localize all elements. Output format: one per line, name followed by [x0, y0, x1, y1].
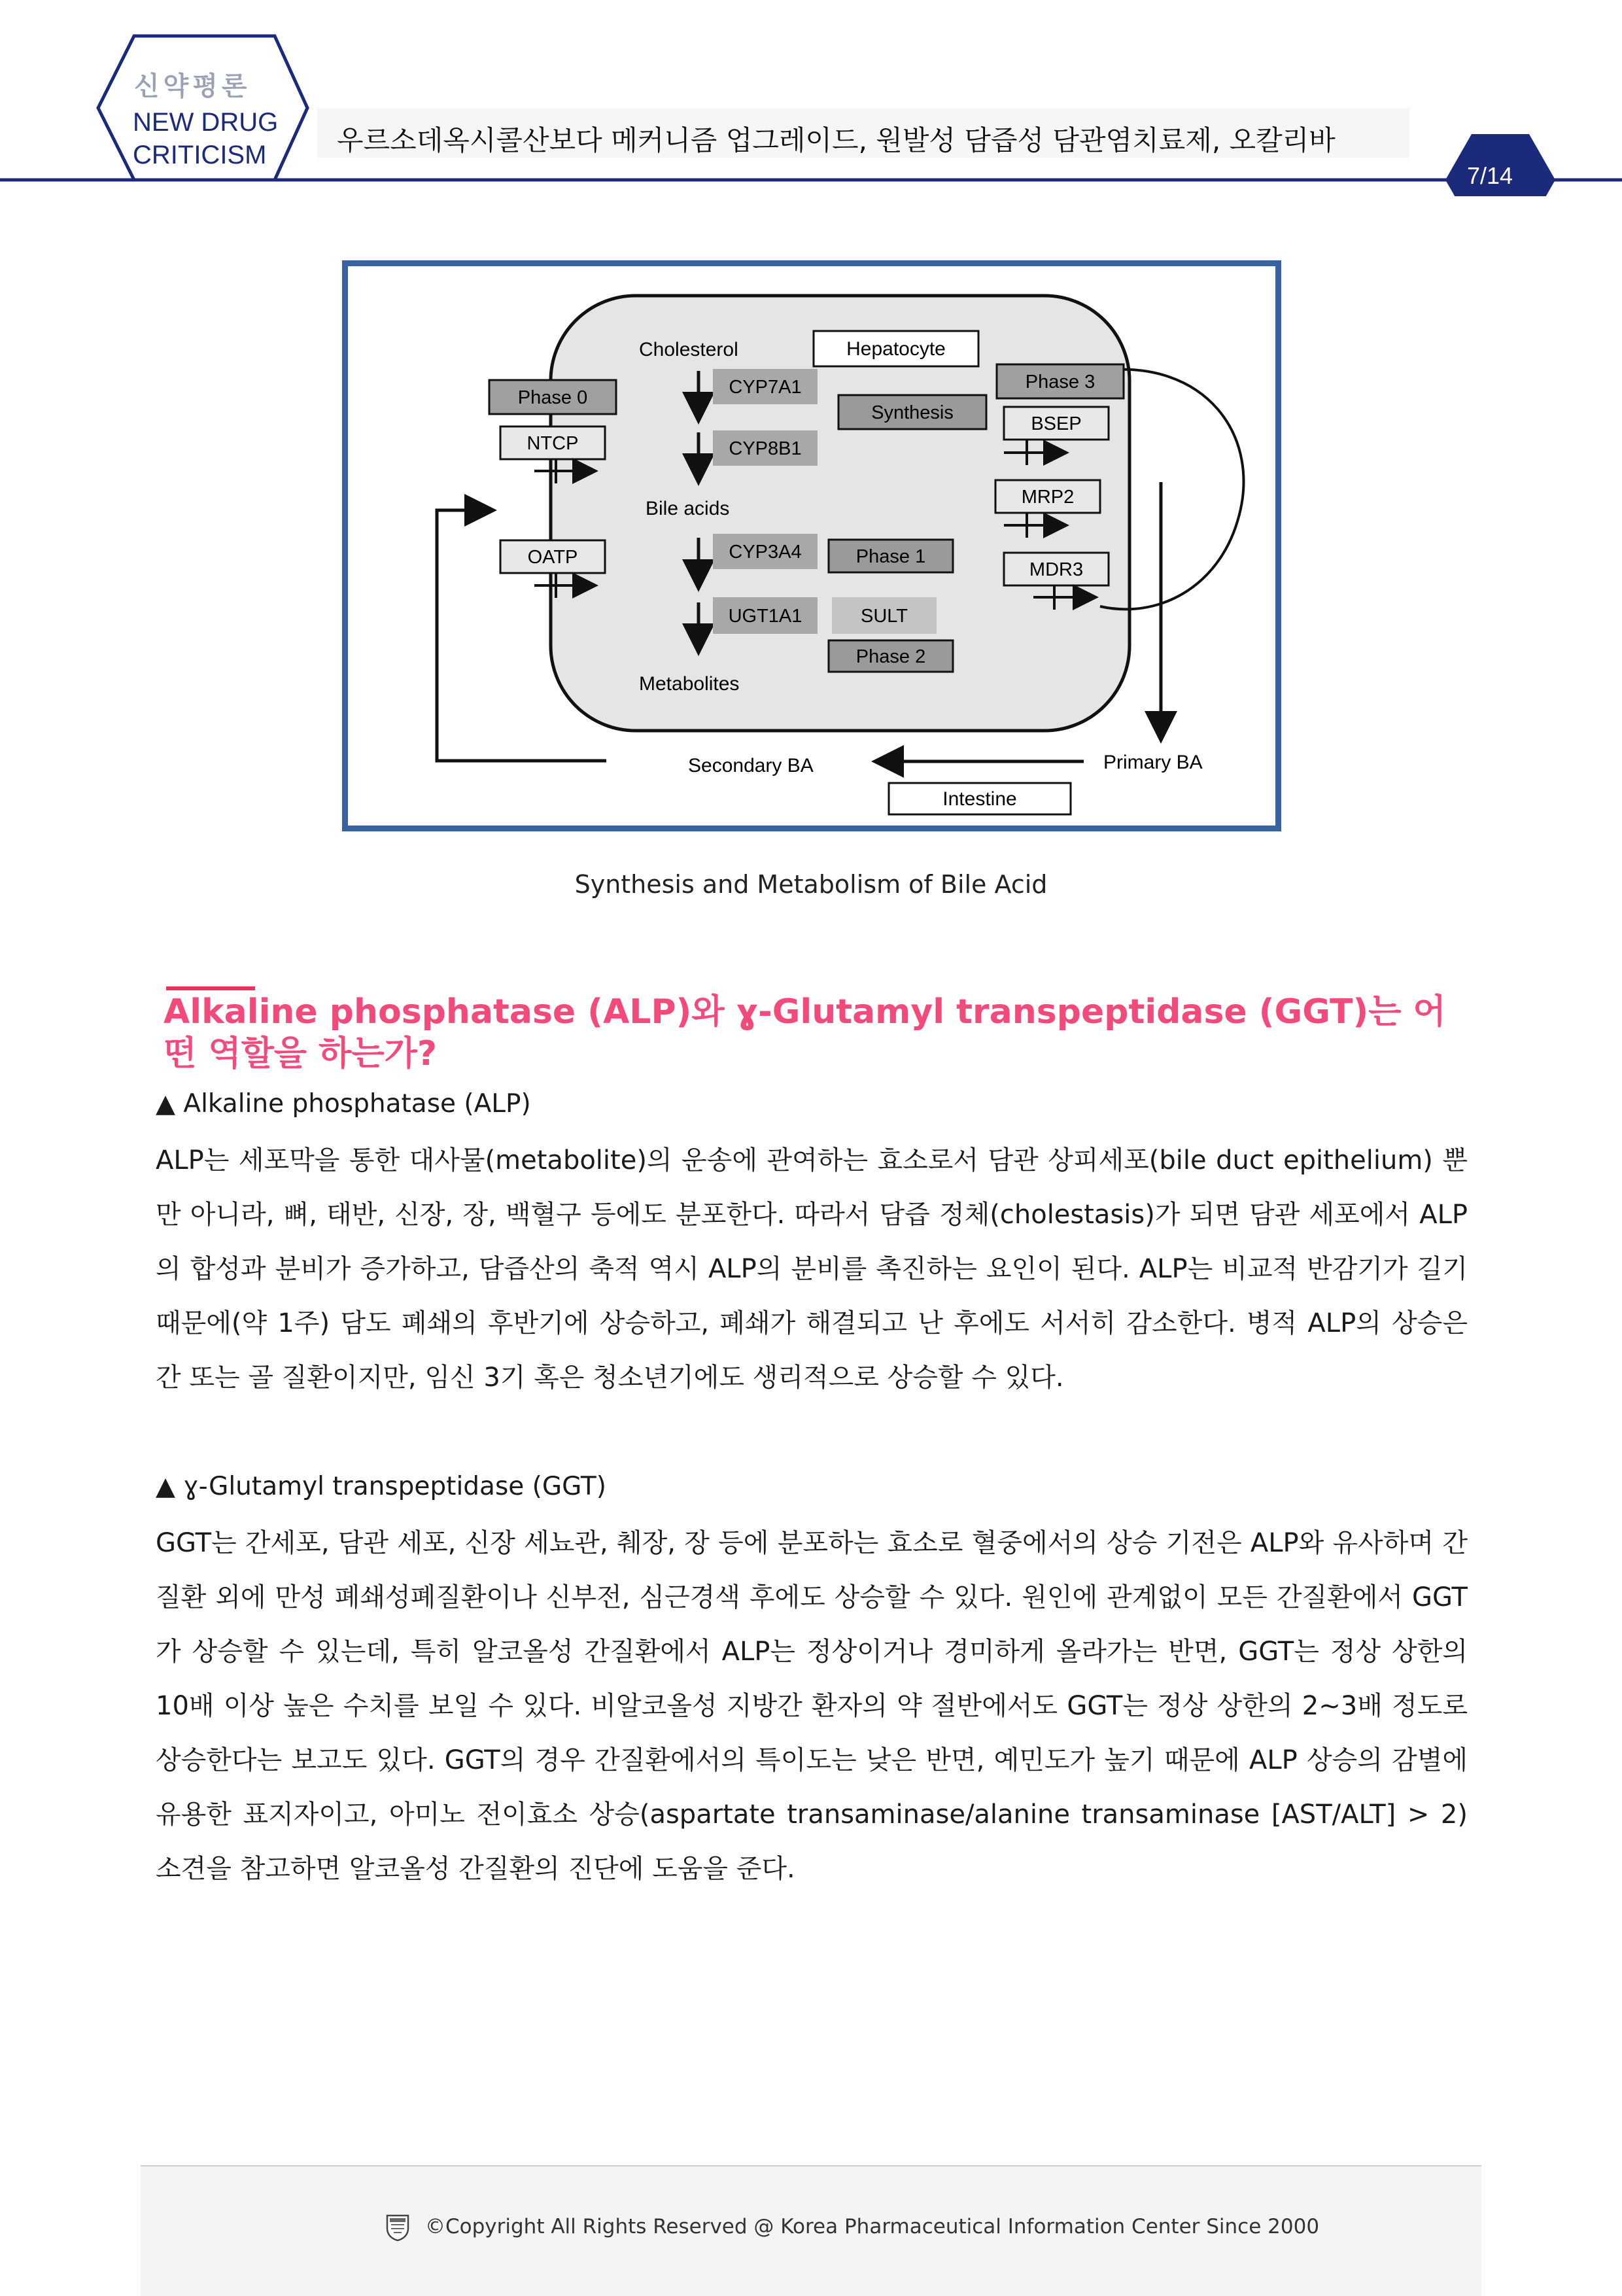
logo-english	[133, 106, 278, 171]
title-accent-bar	[166, 986, 255, 990]
copyright-text: ©Copyright All Rights Reserved @ Korea Pharmaceutical Information Center Since 2000	[425, 2215, 1320, 2238]
page-number: 7/14	[1466, 162, 1513, 189]
label-phase2: Phase 2	[855, 646, 926, 667]
alp-heading: ▲ Alkaline phosphatase (ALP)	[156, 1089, 531, 1119]
label-mrp2: MRP2	[1021, 487, 1075, 508]
label-phase1: Phase 1	[855, 546, 926, 567]
label-bsep: BSEP	[1031, 413, 1082, 434]
label-metabolites: Metabolites	[639, 673, 740, 695]
label-cyp7a1: CYP7A1	[729, 377, 802, 398]
logo-line-1: NEW DRUG	[133, 108, 279, 137]
label-hepatocyte: Hepatocyte	[846, 338, 946, 360]
label-cyp8b1: CYP8B1	[729, 438, 802, 459]
shield-crest-icon	[385, 2213, 411, 2242]
label-sult: SULT	[861, 606, 908, 627]
label-oatp: OATP	[527, 547, 578, 568]
label-phase0: Phase 0	[517, 387, 588, 408]
label-mdr3: MDR3	[1029, 559, 1084, 580]
label-cyp3a4: CYP3A4	[729, 542, 802, 563]
label-ugt1a1: UGT1A1	[728, 606, 802, 627]
alp-paragraph: ALP는 세포막을 통한 대사물(metabolite)의 운송에 관여하는 효소로서 담관 상피세포(bile duct epithelium) 뿐만 아니라, 뼈, 태반, 신장, 장, 백혈구 등에도 분포한다. 따라서 담즙 정체(cholestasis)가 되면 담관 세포에서 ALP의 합성과 분비가 증가하고, 담즙산의 축적 역시 ALP의 분비를 촉진하는 요인이 된다. ALP는 비교적 반감기가 길기 때문에(약 1주) 담도 폐쇄의 후반기에 상승하고, 폐쇄가 해결되고 난 후에도 서서히 감소한다. 병적 ALP의 상승은 간 또는 골 질환이지만, 임신 3기 혹은 청소년기에도 생리적으로 상승할 수 있다.	[156, 1145, 1468, 1393]
section-title: Alkaline phosphatase (ALP)와 ɣ-Glutamyl transpeptidase (GGT)는 어떤 역할을 하는가?	[164, 992, 1446, 1073]
logo-line-2: CRITICISM	[133, 141, 267, 169]
label-intestine: Intestine	[942, 788, 1017, 810]
header-article-title: 우르소데옥시콜산보다 메커니즘 업그레이드, 원발성 담즙성 담관염치료제, 오칼리바	[337, 124, 1336, 156]
label-synthesis: Synthesis	[871, 402, 954, 423]
ggt-heading: ▲ ɣ-Glutamyl transpeptidase (GGT)	[156, 1472, 606, 1501]
label-secondary-ba: Secondary BA	[688, 755, 814, 776]
label-cholesterol: Cholesterol	[639, 339, 738, 360]
diagram-canvas	[348, 266, 1275, 826]
logo-korean: 신약평론	[134, 71, 251, 101]
label-primary-ba: Primary BA	[1103, 752, 1203, 773]
label-bile-acids: Bile acids	[646, 498, 730, 519]
label-ntcp: NTCP	[526, 433, 579, 454]
label-phase3: Phase 3	[1025, 372, 1096, 392]
bile-acid-diagram	[342, 260, 1281, 831]
figure-caption: Synthesis and Metabolism of Bile Acid	[574, 870, 1048, 899]
ggt-paragraph: GGT는 간세포, 담관 세포, 신장 세뇨관, 췌장, 장 등에 분포하는 효소로 혈중에서의 상승 기전은 ALP와 유사하며 간질환 외에 만성 폐쇄성폐질환이나 신부전, 심근경색 후에도 상승할 수 있다. 원인에 관계없이 모든 간질환에서 GGT가 상승할 수 있는데, 특히 알코올성 간질환에서 ALP는 정상이거나 경미하게 올라가는 반면, GGT는 정상 상한의 10배 이상 높은 수치를 보일 수 있다. 비알코올성 지방간 환자의 약 절반에서도 GGT는 정상 상한의 2~3배 정도로 상승한다는 보고도 있다. GGT의 경우 간질환에서의 특이도는 낮은 반면, 예민도가 높기 때문에 ALP 상승의 감별에 유용한 표지자이고, 아미노 전이효소 상승(aspartate transaminase/alanine transaminase [AST/ALT] > 2) 소견을 참고하면 알코올성 간질환의 진단에 도움을 준다.	[156, 1528, 1468, 1884]
page-header	[0, 0, 1622, 196]
